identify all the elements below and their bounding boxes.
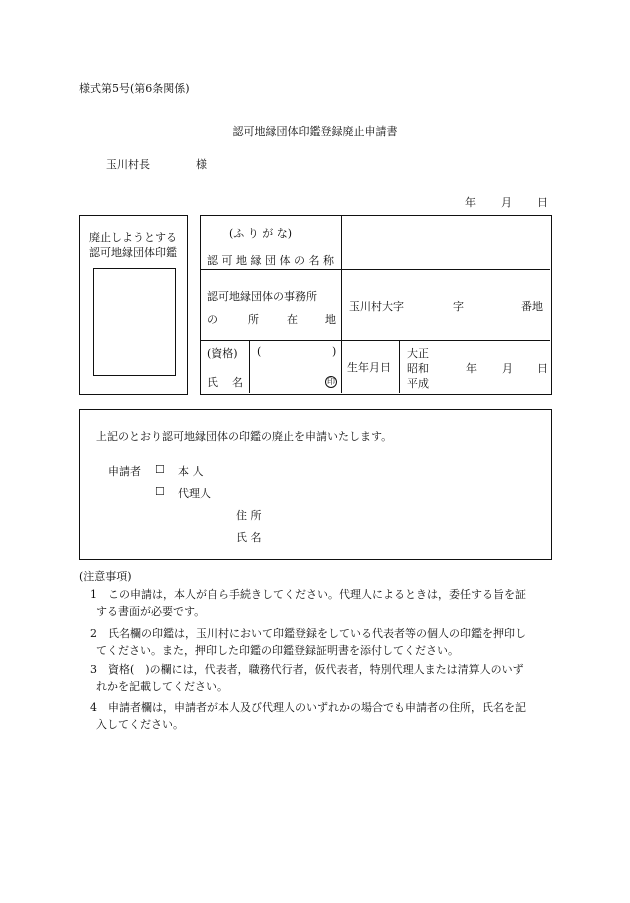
shimei-label-2: 名 [232,376,243,389]
checkbox-self[interactable]: ☐ [155,463,165,476]
office-label-2d: 地 [325,313,336,326]
note-3-line-2: れかを記載してください。 [96,680,228,693]
birth-label: 生年月日 [347,361,391,374]
application-box [79,409,552,560]
shimei-label-1: 氏 [207,376,218,389]
date-day: 日 [537,196,548,209]
birth-year: 年 [466,362,477,375]
table-divider [201,340,550,341]
applicant-label: 申請者 [108,465,141,478]
furigana-label: (ふ り が な) [229,227,293,240]
form-number: 様式第5号(第6条関係) [79,82,190,95]
org-name-field[interactable] [346,222,546,266]
note-4-line-2: 入してください。 [96,718,184,731]
organization-table [200,215,552,395]
note-1-line-2: する書面が必要です。 [96,605,206,618]
birth-month: 月 [502,362,513,375]
note-4-number: 4 [90,701,97,714]
notes-heading: (注意事項) [79,570,132,583]
note-1-number: 1 [90,588,97,601]
note-2-line-2: てください。また，押印した印鑑の印鑑登録証明書を添付してください。 [96,644,459,657]
note-4-line-1: 申請者欄は，申請者が本人及び代理人のいずれかの場合でも申請者の住所，氏名を記 [108,701,526,714]
birth-day: 日 [537,362,548,375]
note-3-number: 3 [90,663,97,676]
table-divider [201,269,550,270]
address-prefix: 玉川村大字 [349,300,404,313]
date-year: 年 [465,196,476,209]
address-aza: 字 [453,300,464,313]
addressee-honorific: 様 [196,158,207,171]
seal-box-label-1: 廃止しようとする [89,231,177,244]
note-1-line-1: この申請は，本人が自ら手続きしてください。代理人によるときは，委任する旨を証 [108,588,526,601]
agent-label: 代理人 [178,487,211,500]
note-3-line-1: 資格( )の欄には，代表者，職務代行者，仮代表者，特別代理人または清算人のいず [108,663,524,676]
org-name-label: 認 可 地 縁 団 体 の 名 称 [207,254,334,267]
qualification-paren-open: ( [257,345,262,358]
checkbox-agent[interactable]: ☐ [155,485,165,498]
application-statement: 上記のとおり認可地縁団体の印鑑の廃止を申請いたします。 [96,430,393,443]
office-label-1: 認可地縁団体の事務所 [207,290,317,303]
document-title: 認可地縁団体印鑑登録廃止申請書 [232,125,398,138]
note-2-number: 2 [90,627,97,640]
applicant-address-label: 住 所 [236,509,262,522]
table-divider [341,216,342,393]
note-2-line-1: 氏名欄の印鑑は，玉川村において印鑑登録をしている代表者等の個人の印鑑を押印し [108,627,526,640]
seal-mark: 印 [327,377,335,386]
applicant-name-label: 氏 名 [236,531,262,544]
office-label-2b: 所 [248,313,259,326]
address-banchi: 番地 [521,300,543,313]
table-divider [249,340,250,393]
seal-stamp-area[interactable] [93,268,176,376]
era-taisho: 大正 [407,347,429,360]
date-month: 月 [501,196,512,209]
qualification-label: (資格) [207,347,238,360]
self-label: 本 人 [178,465,204,478]
addressee-name: 玉川村長 [106,158,150,171]
seal-box [79,215,188,395]
seal-box-label-2: 認可地縁団体印鑑 [89,246,177,259]
office-label-2c: 在 [287,313,298,326]
table-divider [399,340,400,393]
office-label-2a: の [207,313,218,326]
era-showa: 昭和 [407,362,429,375]
era-heisei: 平成 [407,377,429,390]
qualification-paren-close: ) [332,345,337,358]
